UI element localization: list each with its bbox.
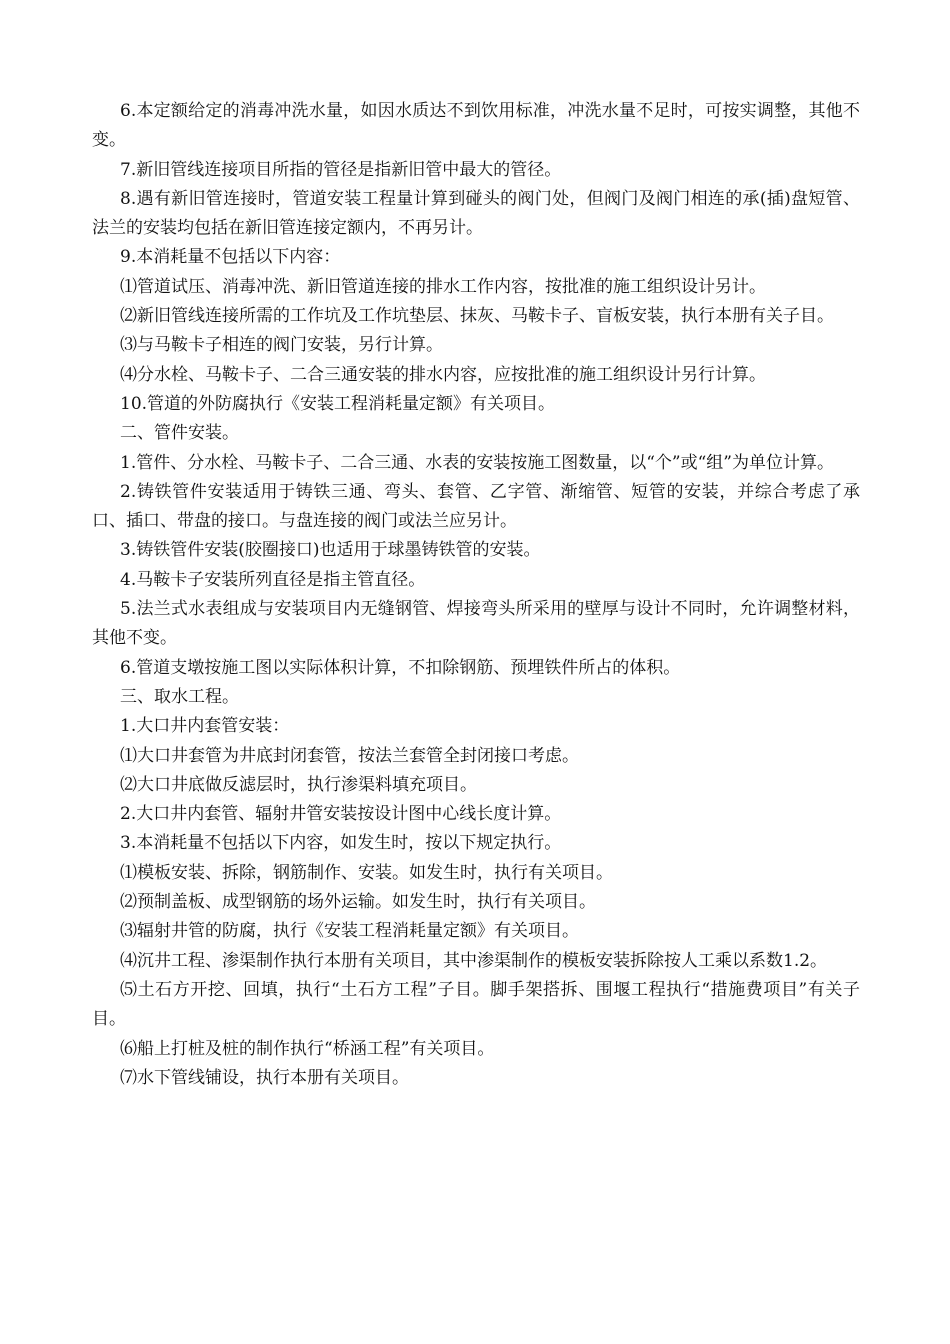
paragraph-intake-sub-6-piling: ⑹船上打桩及桩的制作执行“桥涵工程”有关项目。 bbox=[120, 1038, 495, 1059]
paragraph-sub-2-work-pit: ⑵新旧管线连接所需的工作坑及工作坑垫层、抹灰、马鞍卡子、盲板安装，执行本册有关子目。 bbox=[120, 306, 834, 327]
paragraph-intake-2-length: 2.大口井内套管、辐射井管安装按设计图中心线长度计算。 bbox=[120, 804, 562, 825]
paragraph-fittings-2-cast-iron: 2.铸铁管件安装适用于铸铁三通、弯头、套管、乙字管、渐缩管、短管的安装，并综合考虑了承口、插口、带盘的接口。与盘连接的阀门或法兰应另计。 bbox=[92, 481, 860, 532]
document-page bbox=[92, 97, 860, 1093]
paragraph-intake-1-casing: 1.大口井内套管安装： bbox=[120, 716, 290, 737]
paragraph-intake-sub-1-sealed: ⑴大口井套管为井底封闭套管，按法兰套管全封闭接口考虑。 bbox=[120, 745, 579, 766]
paragraph-fittings-1-quantity: 1.管件、分水栓、马鞍卡子、二合三通、水表的安装按施工图数量，以“个”或“组”为单位计算。 bbox=[120, 452, 834, 473]
paragraph-item-9-exclusions: 9.本消耗量不包括以下内容： bbox=[120, 247, 341, 268]
paragraph-sub-1-pressure-test: ⑴管道试压、消毒冲洗、新旧管道连接的排水工作内容，按批准的施工组织设计另计。 bbox=[120, 276, 766, 297]
paragraph-item-7-pipe-diameter: 7.新旧管线连接项目所指的管径是指新旧管中最大的管径。 bbox=[120, 159, 562, 180]
paragraph-item-8-old-new-connection: 8.遇有新旧管连接时，管道安装工程量计算到碰头的阀门处，但阀门及阀门相连的承(插)盘短管、法兰的安装均包括在新旧管连接定额内，不再另计。 bbox=[92, 188, 860, 239]
paragraph-sub-3-valve: ⑶与马鞍卡子相连的阀门安装，另行计算。 bbox=[120, 335, 443, 356]
paragraph-fittings-5-flange-meter: 5.法兰式水表组成与安装项目内无缝钢管、焊接弯头所采用的壁厚与设计不同时，允许调整材料，其他不变。 bbox=[92, 599, 860, 649]
paragraph-intake-sub-2-transport: ⑵预制盖板、成型钢筋的场外运输。如发生时，执行有关项目。 bbox=[120, 892, 596, 913]
section-heading-water-intake: 三、取水工程。 bbox=[120, 686, 239, 707]
paragraph-intake-sub-4-caisson: ⑷沉井工程、渗渠制作执行本册有关项目，其中渗渠制作的模板安装拆除按人工乘以系数1.2。 bbox=[120, 950, 828, 971]
paragraph-intake-sub-7-underwater: ⑺水下管线铺设，执行本册有关项目。 bbox=[120, 1067, 409, 1088]
paragraph-sub-4-drainage: ⑷分水栓、马鞍卡子、二合三通安装的排水内容，应按批准的施工组织设计另行计算。 bbox=[120, 364, 766, 385]
paragraph-item-6-disinfection: 6.本定额给定的消毒冲洗水量，如因水质达不到饮用标准，冲洗水量不足时，可按实调整，其他不变。 bbox=[92, 101, 860, 151]
paragraph-intake-sub-5-earthwork: ⑸土石方开挖、回填，执行“土石方工程”子目。脚手架搭拆、围堰工程执行“措施费项目”有关子目。 bbox=[92, 979, 860, 1030]
paragraph-intake-sub-1-formwork: ⑴模板安装、拆除，钢筋制作、安装。如发生时，执行有关项目。 bbox=[120, 862, 613, 883]
paragraph-fittings-6-pipe-support: 6.管道支墩按施工图以实际体积计算，不扣除钢筋、预埋铁件所占的体积。 bbox=[120, 657, 681, 678]
section-heading-fittings: 二、管件安装。 bbox=[120, 423, 239, 444]
paragraph-intake-3-exclusions: 3.本消耗量不包括以下内容，如发生时，按以下规定执行。 bbox=[120, 833, 562, 854]
paragraph-fittings-3-ductile: 3.铸铁管件安装(胶圈接口)也适用于球墨铸铁管的安装。 bbox=[120, 540, 541, 561]
paragraph-intake-sub-3-anticorrosion: ⑶辐射井管的防腐，执行《安装工程消耗量定额》有关项目。 bbox=[120, 921, 579, 942]
paragraph-item-10-anticorrosion: 10.管道的外防腐执行《安装工程消耗量定额》有关项目。 bbox=[120, 393, 556, 414]
paragraph-intake-sub-2-filter: ⑵大口井底做反滤层时，执行渗渠料填充项目。 bbox=[120, 774, 477, 795]
paragraph-fittings-4-saddle: 4.马鞍卡子安装所列直径是指主管直径。 bbox=[120, 569, 426, 590]
